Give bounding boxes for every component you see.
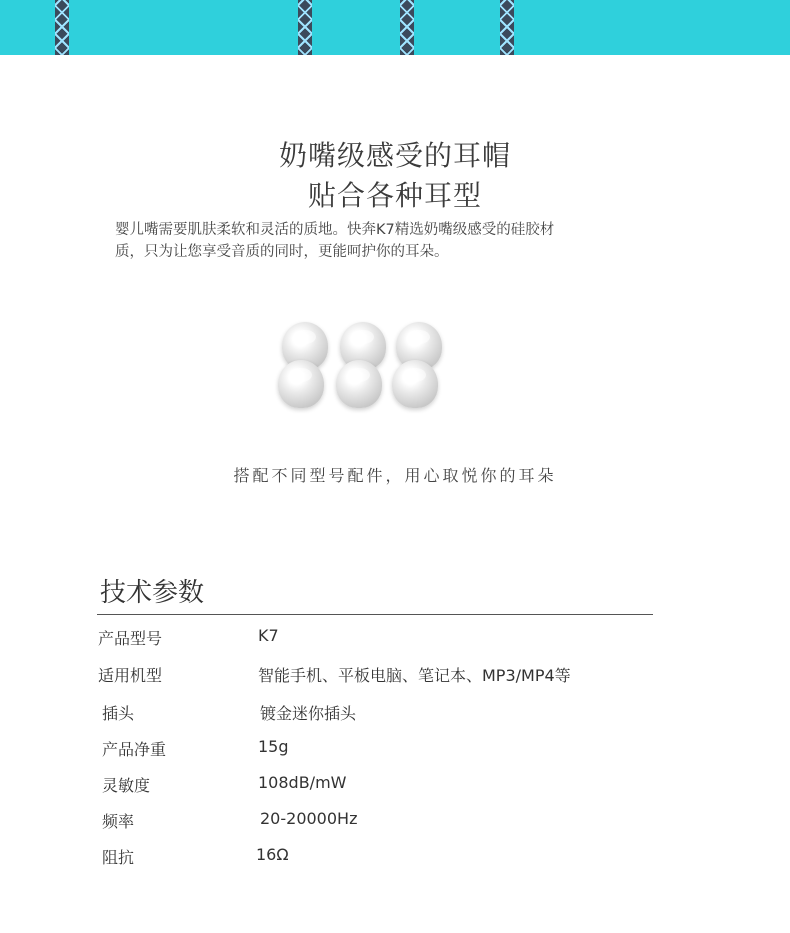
spec-row-weight bbox=[0, 737, 790, 763]
spec-label: 阻抗 bbox=[102, 848, 135, 867]
cable-image-4 bbox=[500, 0, 514, 55]
ear-tip bbox=[278, 360, 324, 408]
spec-row-model bbox=[0, 626, 790, 652]
ear-tip bbox=[392, 360, 438, 408]
spec-row-impedance bbox=[0, 845, 790, 871]
spec-value: 108dB/mW bbox=[258, 773, 347, 792]
cable-image-3 bbox=[400, 0, 414, 55]
cable-image-1 bbox=[55, 0, 69, 55]
spec-value: 20-20000Hz bbox=[260, 809, 358, 828]
spec-label: 产品净重 bbox=[102, 740, 167, 759]
ear-tips-image bbox=[270, 318, 455, 413]
description-line-1: 婴儿嘴需要肌肤柔软和灵活的质地。快奔K7精选奶嘴级感受的硅胶材 bbox=[115, 222, 555, 238]
headline-line-1: 奶嘴级感受的耳帽 bbox=[278, 139, 511, 172]
description-line-2: 质，只为让您享受音质的同时，更能呵护你的耳朵。 bbox=[115, 244, 449, 260]
spec-row-compatible bbox=[0, 663, 790, 689]
cable-image-2 bbox=[298, 0, 312, 55]
spec-value: K7 bbox=[258, 626, 279, 645]
spec-row-sensitivity bbox=[0, 773, 790, 799]
accessory-caption: 搭配不同型号配件，用心取悦你的耳朵 bbox=[233, 466, 557, 485]
spec-row-frequency bbox=[0, 809, 790, 835]
spec-label: 适用机型 bbox=[98, 666, 163, 685]
spec-value: 15g bbox=[258, 737, 289, 756]
description bbox=[115, 219, 675, 263]
spec-value: 16Ω bbox=[256, 845, 289, 864]
ear-tip bbox=[336, 360, 382, 408]
spec-label: 灵敏度 bbox=[102, 776, 151, 795]
spec-label: 插头 bbox=[102, 704, 135, 723]
spec-divider bbox=[97, 614, 653, 615]
spec-value: 智能手机、平板电脑、笔记本、MP3/MP4等 bbox=[258, 666, 571, 685]
spec-row-plug bbox=[0, 701, 790, 727]
spec-value: 镀金迷你插头 bbox=[260, 704, 357, 723]
spec-heading: 技术参数 bbox=[100, 578, 205, 608]
headline-line-2: 贴合各种耳型 bbox=[307, 179, 482, 212]
top-banner bbox=[0, 0, 790, 55]
spec-label: 频率 bbox=[102, 812, 135, 831]
spec-label: 产品型号 bbox=[98, 629, 163, 648]
